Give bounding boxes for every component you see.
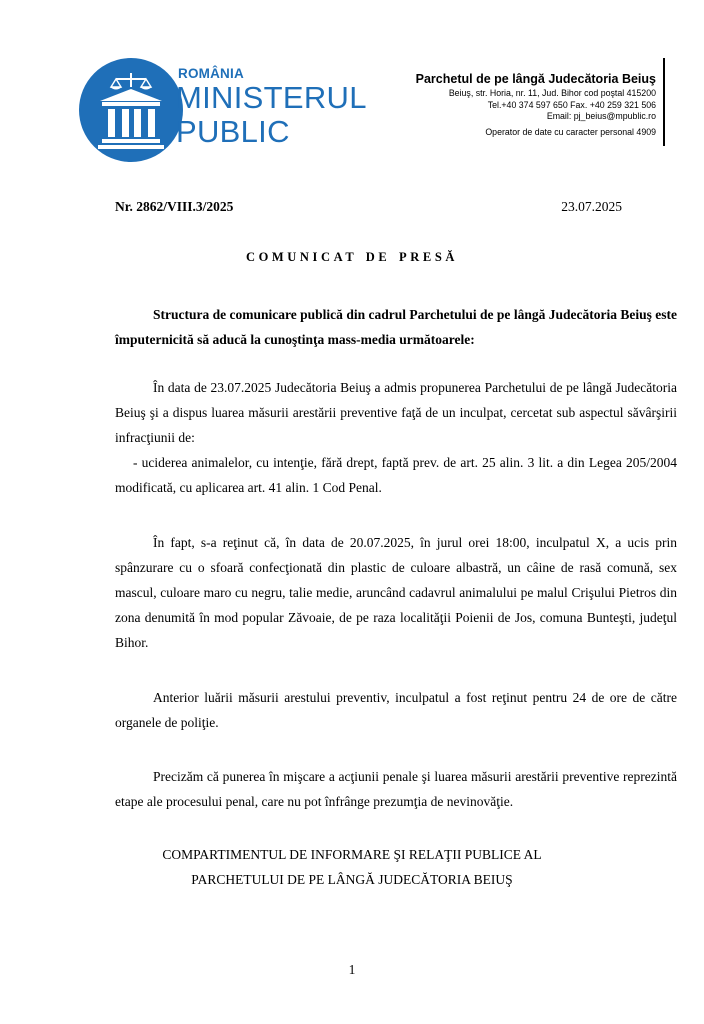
signoff-line-1: COMPARTIMENTUL DE INFORMARE ŞI RELAŢII PUBLICE AL — [162, 847, 542, 862]
brand-romania: ROMÂNIA — [178, 66, 244, 81]
document-date: 23.07.2025 — [561, 199, 622, 214]
institution-address: Beiuş, str. Horia, nr. 11, Jud. Bihor cod poştal 415200 — [448, 88, 656, 98]
signoff — [0, 842, 704, 892]
paragraph-presumption-text: Precizăm că punerea în mişcare a acţiunii penale şi luarea măsurii arestării preventive reprezintă etape ale procesului penal, care nu pot înfrânge prezumţia de nevinovăţie. — [115, 769, 677, 809]
paragraph-detention-text: Anterior luării măsurii arestului preventiv, inculpatul a fost reţinut pentru 24 de ore de către organele de poliţie. — [115, 690, 677, 730]
signoff-line-2: PARCHETULUI DE PE LÂNGĂ JUDECĂTORIA BEIUŞ — [191, 872, 513, 887]
header-divider — [663, 58, 665, 146]
institution-name: Parchetul de pe lângă Judecătoria Beiuş — [415, 72, 656, 86]
paragraph-detention — [115, 685, 677, 735]
institution-email: Email: pj_beius@mpublic.ro — [546, 111, 656, 121]
document-title: COMUNICAT DE PRESĂ — [245, 250, 459, 264]
paragraph-ruling-text: În data de 23.07.2025 Judecătoria Beiuş a admis propunerea Parchetului de pe lângă Judecătoria Beiuş şi a dispus luarea măsurii arestării preventive faţă de un inculpat, cercetat sub aspectul săvârşirii infracţiunii de: — [115, 380, 677, 445]
page-number: 1 — [348, 962, 356, 977]
paragraph-facts — [115, 530, 677, 655]
institution-phone-fax: Tel.+40 374 597 650 Fax. +40 259 321 506 — [487, 99, 656, 110]
paragraph-presumption — [115, 764, 677, 814]
ministerul-public-logo-icon — [78, 57, 184, 163]
paragraph-facts-text: În fapt, s-a reţinut că, în data de 20.07.2025, în jurul orei 18:00, inculpatul X, a ucis prin spânzurare cu o sfoară confecţionată din plastic de culoare albastră, un câine de rasă comună, sex mascul, culoare maro cu negru, talie medie, aruncând cadavrul animalului pe malul Crişului Pietros din zona denumită în mod popular Zăvoaie, de pe raza localităţii Poienii de Jos, comuna Bunteşti, judeţul Bihor. — [115, 535, 677, 650]
paragraph-ruling — [115, 375, 677, 500]
document-number: Nr. 2862/VIII.3/2025 — [115, 199, 234, 214]
offense-item: - uciderea animalelor, cu intenţie, fără drept, faptă prev. de art. 25 alin. 3 lit. a din Legea 205/2004 modificată, cu aplicarea art. 41 alin. 1 Cod Penal. — [115, 455, 677, 495]
intro-text: Structura de comunicare publică din cadrul Parchetului de pe lângă Judecătoria Beiuş este împuternicită să aducă la cunoştinţa mass-media următoarele: — [115, 307, 677, 347]
intro-paragraph — [115, 302, 677, 352]
institution-contact-block — [416, 71, 656, 138]
brand-ministerul: MINISTERUL — [176, 80, 367, 115]
data-operator-number: Operator de date cu caracter personal 4909 — [485, 126, 656, 137]
brand-public: PUBLIC — [176, 114, 290, 149]
